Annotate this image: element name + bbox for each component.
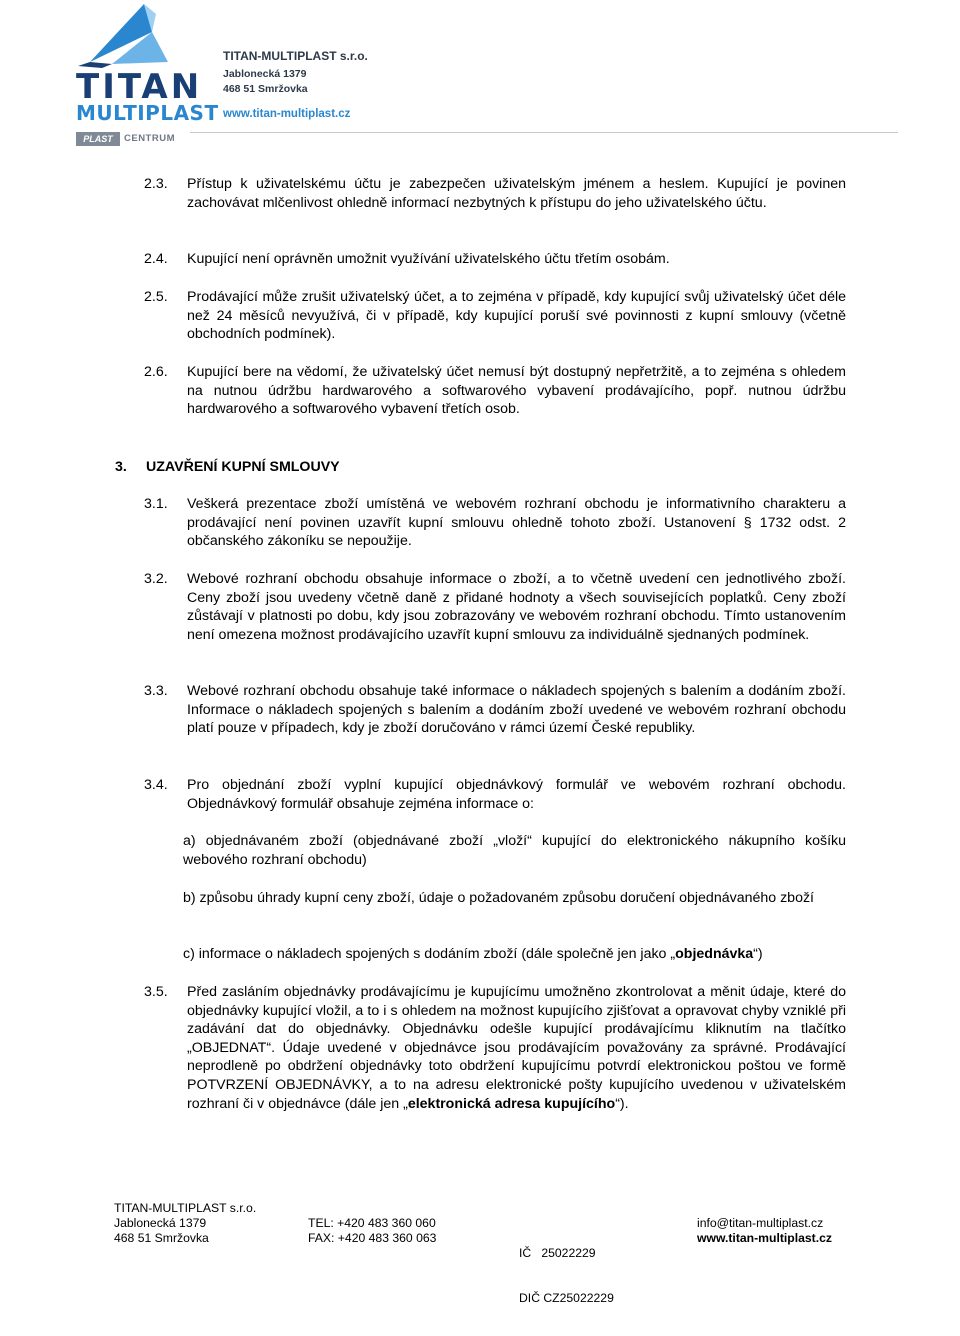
list-item-text-post: “) (753, 946, 763, 962)
clause-text: Prodávající může zrušit uživatelský účet, a to zejména v případě, kdy kupující svůj uživatelský účet déle než 24 měsíců nevyužívá, či v případě, kdy kupující poruší své povinnosti z kupní smlouvy (včetně obchodních podmínek). (187, 289, 846, 343)
footer-address (114, 1201, 256, 1246)
footer-company: TITAN-MULTIPLAST s.r.o. (114, 1201, 257, 1215)
footer-tel: TEL: +420 483 360 060 (308, 1216, 436, 1230)
footer-web[interactable]: www.titan-multiplast.cz (697, 1231, 832, 1245)
clause-number: 3.2. (144, 571, 168, 587)
clause-text: Veškerá prezentace zboží umístěná ve webovém rozhraní obchodu je informativního charakteru a prodávající není povinen uzavřít kupní smlouvu ohledně tohoto zboží. Ustanovení § 1732 odst. 2 občanského zákoníku se nepoužije. (187, 496, 846, 550)
clause-text: Webové rozhraní obchodu obsahuje informace o zboží, a to včetně uvedení cen jednotlivého zboží. Ceny zboží jsou uvedeny včetně daně z přidané hodnoty a všech souvisejících poplatků. Ceny zboží zůstávají v platnosti po dobu, kdy jsou zobrazovány ve webovém rozhraní obchodu. Tímto ustanovením není omezena možnost prodávajícího uzavřít kupní smlouvu za individuálně sjednaných podmínek. (187, 571, 846, 643)
footer-contacts (697, 1216, 832, 1246)
clause-number: 3.4. (144, 777, 168, 793)
clause-text (187, 983, 846, 1113)
logo-tab-plast: PLAST (76, 132, 120, 146)
clause-text: Přístup k uživatelskému účtu je zabezpečen uživatelským jménem a heslem. Kupující je povinen zachovávat mlčenlivost ohledně informací nezbytných k přístupu do jeho uživatelského účtu. (187, 176, 846, 211)
list-item-text: b) způsobu úhrady kupní ceny zboží, údaje o požadovaném způsobu doručení objednávaného zboží (183, 890, 814, 906)
clause-number: 2.4. (144, 251, 168, 267)
list-item-text-pre: c) informace o nákladech spojených s dodáním zboží (dále společně jen jako „ (183, 946, 676, 962)
header-city: 468 51 Smržovka (223, 83, 308, 95)
list-item-text: a) objednávaném zboží (objednávané zboží „vloží“ kupující do elektronického nákupního košíku webového rozhraní obchodu) (183, 833, 846, 868)
section-heading-3 (115, 458, 340, 476)
logo-word-multiplast: MULTIPLAST (76, 101, 219, 125)
clause-text: Kupující bere na vědomí, že uživatelský účet nemusí být dostupný nepřetržitě, a to zejména s ohledem na nutnou údržbu hardwarového a softwarového vybavení prodávajícího, popř. nutnou údržbu hardwarového a softwarového vybavení třetích osob. (187, 364, 846, 418)
logo-sail-icon (72, 2, 204, 70)
clause-text-post: “). (615, 1095, 629, 1112)
clause-number: 3.1. (144, 496, 168, 512)
logo-tab (76, 132, 191, 146)
clause-number: 2.3. (144, 176, 168, 192)
footer-street: Jablonecká 1379 (114, 1216, 207, 1230)
header-divider (190, 132, 898, 133)
header-street: Jablonecká 1379 (223, 68, 307, 80)
header-company-name: TITAN-MULTIPLAST s.r.o. (223, 49, 368, 63)
clause-text: Pro objednání zboží vyplní kupující objednávkový formulář ve webovém rozhraní obchodu. Objednávkový formulář obsahuje zejména informace o: (187, 777, 846, 812)
footer-ic: IČ 25022229 (519, 1246, 596, 1260)
footer-fax: FAX: +420 483 360 063 (308, 1231, 437, 1245)
clause-text: Kupující není oprávněn umožnit využívání uživatelského účtu třetím osobám. (187, 251, 670, 267)
header-web-link[interactable]: www.titan-multiplast.cz (223, 108, 351, 120)
footer-city: 468 51 Smržovka (114, 1231, 209, 1245)
footer-email[interactable]: info@titan-multiplast.cz (697, 1216, 824, 1230)
list-item-text (183, 945, 846, 964)
logo-word-titan: TITAN (76, 67, 203, 107)
footer-ids (519, 1216, 614, 1336)
heading-number: 3. (115, 459, 127, 475)
clause-text: Webové rozhraní obchodu obsahuje také informace o nákladech spojených s balením a dodáním zboží. Informace o nákladech spojených s balením a dodáním zboží uvedené ve webovém rozhraní obchodu platí pouze v případech, kdy je zboží doručováno v rámci území České republiky. (187, 683, 846, 737)
header-address (223, 67, 308, 97)
clause-number: 2.5. (144, 289, 168, 305)
list-item-text-bold: objednávka (675, 946, 754, 962)
heading-title: UZAVŘENÍ KUPNÍ SMLOUVY (146, 459, 340, 475)
clause-number: 3.5. (144, 984, 168, 1000)
clause-number: 2.6. (144, 364, 168, 380)
clause-text-pre: Před zasláním objednávky prodávajícímu je kupujícímu umožněno zkontrolovat a měnit údaje, které do objednávky kupující vložil, a to i s ohledem na možnost kupujícího zjišťovat a opravovat chyby vzniklé při zadávání dat do objednávky. Objednávku odešle kupující prodávajícímu kliknutím na tlačítko „OBJEDNAT“. Údaje uvedené v objednávce jsou prodávajícím považovány za správné. Prodávající neprodleně po obdržení objednávky toto obdržení kupujícímu potvrdí elektronickou poštou ve formě POTVRZENÍ OBJEDNÁVKY, a to na adresu elektronické pošty kupujícího uvedenou v uživatelském rozhraní či v objednávce (dále jen „ (187, 984, 846, 1112)
page-header (0, 0, 960, 160)
footer-dic: DIČ CZ25022229 (519, 1291, 614, 1305)
footer-phones (308, 1216, 436, 1246)
clause-number: 3.3. (144, 683, 168, 699)
clause-text-bold: elektronická adresa kupujícího (407, 1095, 616, 1112)
company-logo (72, 2, 219, 152)
page-footer (0, 1196, 960, 1305)
logo-tab-centrum: CENTRUM (124, 133, 175, 144)
